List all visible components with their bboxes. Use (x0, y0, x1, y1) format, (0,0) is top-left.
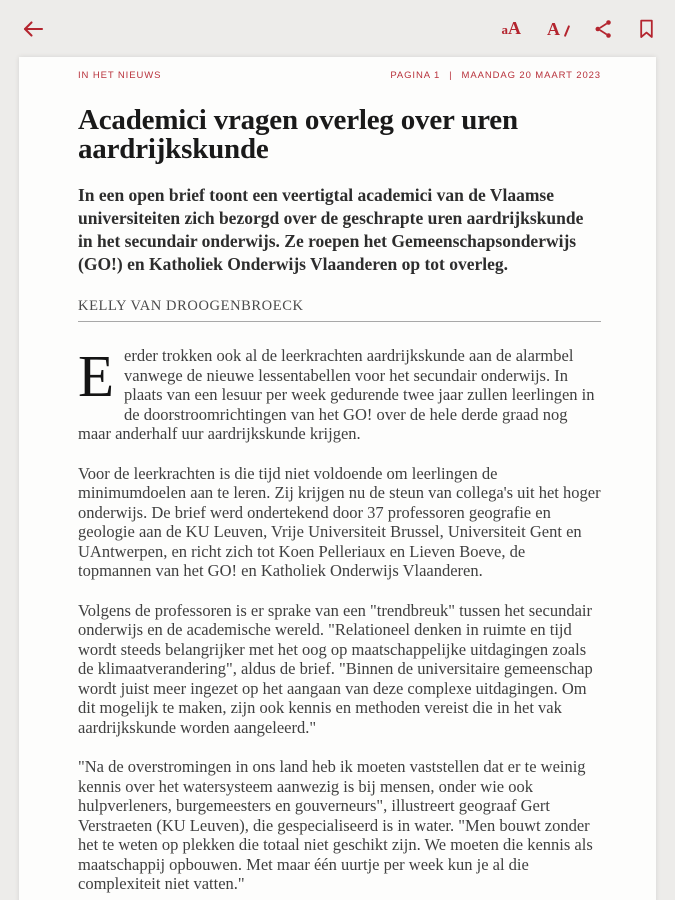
paragraph: Volgens de professoren is er sprake van een "trendbreuk" tussen het secundair onderwijs en de academische wereld. "Relationeel denken in ruimte en tijd wordt steeds belangrijker met het oog op maatschappelijke uitdagingen zoals de klimaatverandering", aldus de brief. "Binnen de universitaire gemeenschap wordt juist meer ingezet op het aangaan van deze complexe uitdagingen. Om dit mogelijk te maken, zijn ook kennis en methoden vereist die in het vak aardrijkskunde worden aangeleerd." (78, 600, 593, 737)
page-header (78, 70, 601, 81)
author-name: KELLY VAN DROOGENBROECK (78, 298, 304, 314)
issue-date: MAANDAG 20 MAART 2023 (461, 70, 601, 81)
text-size-button[interactable] (502, 19, 522, 38)
text-size-icon: aA (501, 18, 521, 38)
back-button[interactable] (21, 20, 45, 38)
byline-block (78, 297, 601, 322)
font-style-button[interactable] (547, 20, 568, 38)
bookmark-button[interactable] (639, 19, 654, 39)
paragraph: "Na de overstromingen in ons land heb ik moeten vaststellen dat er te weinig kennis over het watersysteem aanwezig is bij mensen, onder wie ook hulpverleners, burgemeesters en gouverneurs", illustreert geograaf Gert Verstraeten (KU Leuven), die gespecialiseerd is in water. "Men bouwt zonder het te weten op plekken die totaal niet geschikt zijn. We moeten die kennis als maatschappij opbouwen. Met maar één uurtje per week kun je al die complexiteit niet vatten." (78, 757, 593, 893)
article-intro: In een open brief toont een veertigtal academici van de Vlaamse universiteiten zich bezorgd over de geschrapte uren aardrijkskunde in het secundair onderwijs. Ze roepen het Gemeenschapsonderwijs (GO!) en Katholiek Onderwijs Vlaanderen op tot overleg. (78, 185, 584, 274)
article-title: Academici vragen overleg over uren aardrijkskunde (78, 104, 518, 165)
font-style-icon: A (547, 20, 568, 38)
share-icon (594, 19, 613, 39)
paragraph: Eerder trokken ook al de leerkrachten aardrijkskunde aan de alarmbel vanwege de nieuwe lessentabellen voor het secundair onderwijs. In plaats van een lesuur per week gedurende twee jaar zullen leerlingen in de doorstroomrichtingen van het GO! over de hele derde graad nog maar anderhalf uur aardrijkskunde krijgen. (78, 343, 595, 443)
header-separator: | (449, 70, 453, 81)
paragraph: Voor de leerkrachten is die tijd niet voldoende om leerlingen de minimumdoelen aan te leren. Zij krijgen nu de steun van collega's uit het hoger onderwijs. De brief werd ondertekend door 37 professoren geografie en geologie aan de KU Leuven, Vrije Universiteit Brussel, Universiteit Gent en UAntwerpen, en richt zich tot Koen Pelleriaux en Lieven Boeve, de topmannen van het GO! en Katholiek Onderwijs Vlaanderen. (78, 463, 601, 580)
section-label: IN HET NIEUWS (78, 70, 162, 81)
bookmark-icon (639, 19, 654, 39)
article-page (19, 57, 656, 900)
share-button[interactable] (594, 19, 613, 39)
drop-cap: E (78, 343, 115, 409)
page-number: PAGINA 1 (390, 70, 441, 81)
arrow-left-icon (21, 20, 45, 38)
article-body (78, 343, 601, 894)
toolbar (0, 0, 675, 57)
